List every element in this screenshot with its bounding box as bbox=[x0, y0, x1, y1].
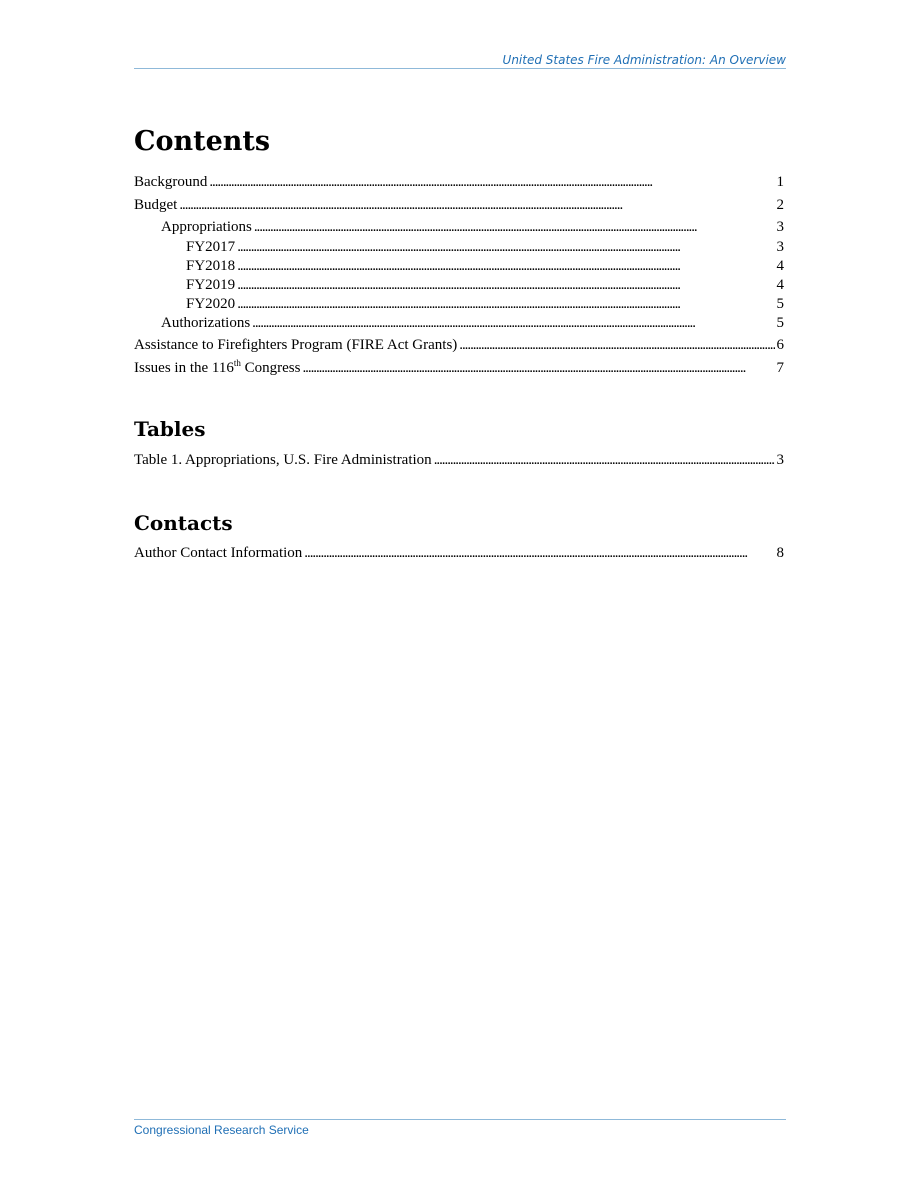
toc-entry-page: 8 bbox=[776, 545, 784, 561]
toc-entry-page: 1 bbox=[776, 174, 784, 190]
toc-entry-label: Appropriations bbox=[161, 219, 252, 235]
toc-entry-background[interactable] bbox=[134, 174, 784, 197]
toc-entry-label: Budget bbox=[134, 196, 178, 213]
toc-entry-label: Background bbox=[134, 174, 208, 190]
toc-entry-page: 5 bbox=[776, 295, 784, 312]
toc-entry-label: Author Contact Information bbox=[134, 545, 303, 561]
toc-dot-leader bbox=[434, 452, 775, 469]
toc-dot-leader bbox=[179, 197, 774, 214]
toc-entry-label: Assistance to Firefighters Program (FIRE Act Grants) bbox=[134, 337, 458, 353]
toc-dot-leader bbox=[252, 315, 774, 332]
toc-entry-page: 3 bbox=[776, 452, 784, 468]
toc-dot-leader bbox=[302, 360, 774, 377]
toc-entry-issues-116th-congress[interactable] bbox=[134, 357, 784, 383]
running-footer: Congressional Research Service bbox=[134, 1123, 309, 1137]
toc-entry-label: Authorizations bbox=[161, 314, 251, 331]
toc-dot-leader bbox=[304, 545, 774, 562]
tables-heading: Tables bbox=[134, 417, 206, 441]
toc-entry-fy2018[interactable] bbox=[134, 258, 784, 277]
contacts-list bbox=[134, 545, 784, 568]
toc-dot-leader bbox=[209, 174, 774, 191]
toc-entry-fy2020[interactable] bbox=[134, 296, 784, 315]
toc-entry-appropriations[interactable] bbox=[134, 219, 784, 239]
toc-entry-page: 6 bbox=[776, 337, 784, 353]
toc-entry-table-1[interactable] bbox=[134, 452, 784, 475]
running-header: United States Fire Administration: An Overview bbox=[502, 53, 786, 67]
toc-entry-label bbox=[134, 357, 301, 377]
toc-label-text: Issues in the 116 bbox=[134, 359, 234, 376]
toc-entry-label: FY2017 bbox=[186, 238, 236, 255]
toc-entry-label: FY2019 bbox=[186, 276, 236, 293]
contacts-heading: Contacts bbox=[134, 511, 233, 535]
contents-list bbox=[134, 174, 784, 382]
contents-heading: Contents bbox=[134, 126, 271, 157]
toc-entry-author-contact[interactable] bbox=[134, 545, 784, 568]
toc-entry-page: 7 bbox=[776, 359, 784, 376]
toc-entry-label: FY2018 bbox=[186, 257, 236, 274]
toc-label-superscript: th bbox=[233, 357, 241, 368]
toc-label-text: Congress bbox=[240, 359, 301, 376]
footer-divider bbox=[134, 1119, 786, 1120]
toc-entry-page: 3 bbox=[776, 238, 784, 255]
toc-entry-page: 2 bbox=[776, 196, 784, 213]
tables-list bbox=[134, 452, 784, 475]
toc-dot-leader bbox=[237, 239, 774, 256]
toc-dot-leader bbox=[237, 258, 774, 275]
toc-dot-leader bbox=[254, 219, 775, 236]
toc-entry-page: 4 bbox=[776, 257, 784, 274]
toc-dot-leader bbox=[237, 277, 774, 294]
toc-entry-authorizations[interactable] bbox=[134, 315, 784, 335]
toc-entry-fire-act-grants[interactable] bbox=[134, 337, 784, 360]
header-divider bbox=[134, 68, 786, 69]
toc-dot-leader bbox=[459, 337, 774, 354]
toc-entry-label: Table 1. Appropriations, U.S. Fire Administration bbox=[134, 452, 432, 468]
toc-entry-fy2019[interactable] bbox=[134, 277, 784, 296]
toc-entry-budget[interactable] bbox=[134, 197, 784, 220]
toc-entry-page: 5 bbox=[776, 314, 784, 331]
toc-entry-fy2017[interactable] bbox=[134, 239, 784, 258]
toc-entry-page: 3 bbox=[776, 219, 784, 235]
toc-dot-leader bbox=[237, 296, 774, 313]
toc-entry-label: FY2020 bbox=[186, 295, 236, 312]
toc-entry-page: 4 bbox=[776, 276, 784, 293]
